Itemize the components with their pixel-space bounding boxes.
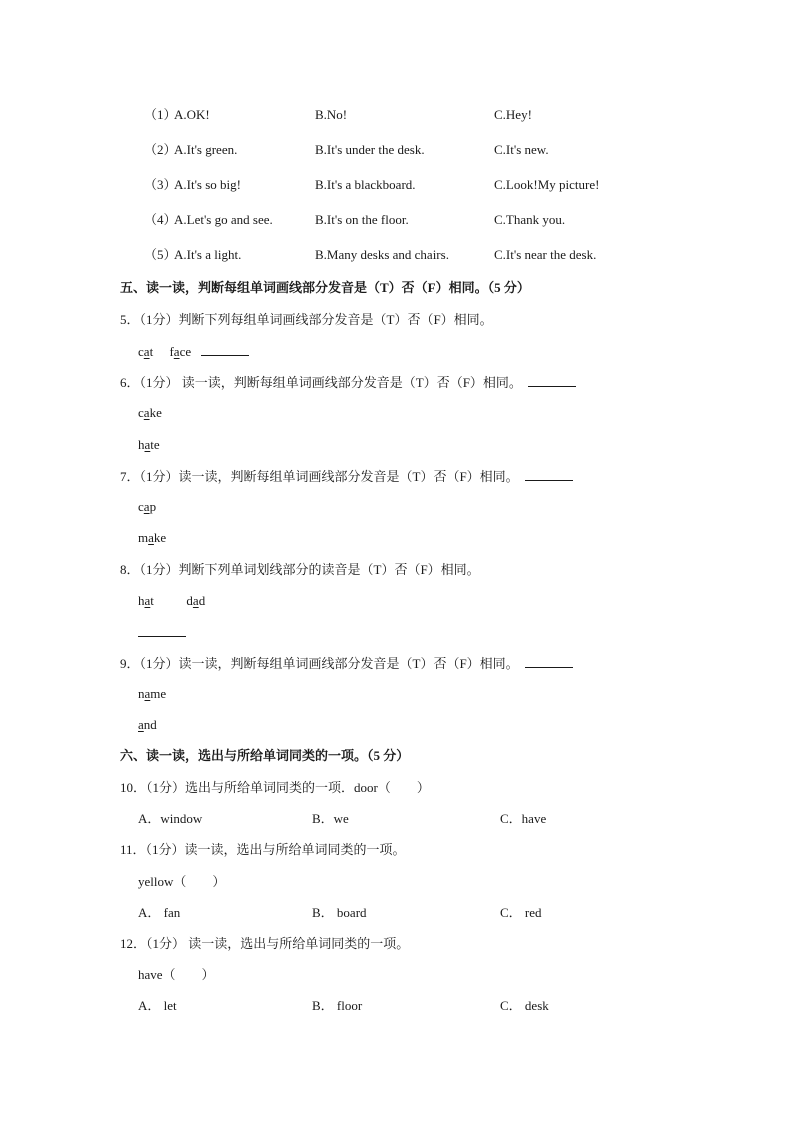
question-5-words <box>138 343 249 360</box>
option-row-3-b: B.It's a blackboard. <box>315 177 416 192</box>
q12-word: have（ ） <box>138 967 215 982</box>
option-row-4-b: B.It's on the floor. <box>315 212 409 227</box>
q10-option-c: C．have <box>500 811 547 826</box>
answer-blank-7[interactable] <box>525 468 573 481</box>
q6-word2: hate <box>138 437 160 452</box>
question-12-text: 12．（1分） 读一读，选出与所给单词同类的一项。 <box>120 936 410 951</box>
q11-word: yellow（ ） <box>138 874 226 889</box>
option-row-3-c: C.Look!My picture! <box>494 177 600 192</box>
question-7-line <box>120 468 573 485</box>
section6-header: 六、读一读，选出与所给单词同类的一项。（5 分） <box>120 748 410 763</box>
q7-word1: cap <box>138 499 157 514</box>
option-row-4-num: （4） <box>144 212 177 227</box>
question-11-text: 11．（1分）读一读，选出与所给单词同类的一项。 <box>120 842 406 857</box>
option-row-1-num: （1） <box>144 107 177 122</box>
question-10-text: 10．（1分）选出与所给单词同类的一项．door（ ） <box>120 780 430 795</box>
q10-option-b: B．we <box>312 811 349 826</box>
question-6-text: 6．（1分） 读一读，判断每组单词画线部分发音是（T）否（F）相同。 <box>120 375 522 390</box>
option-row-1-b: B.No! <box>315 107 348 122</box>
option-row-5-a: A.It's a light. <box>174 247 242 262</box>
option-row-1-c: C.Hey! <box>494 107 532 122</box>
section5-header: 五、读一读，判断每组单词画线部分发音是（T）否（F）相同。（5 分） <box>120 280 530 295</box>
q9-word1: name <box>138 686 167 701</box>
q10-option-a: A．window <box>138 811 203 826</box>
q8-words <box>138 593 205 609</box>
q5-word2: face <box>169 344 192 359</box>
q9-word2: and <box>138 717 157 732</box>
question-6-line <box>120 374 576 391</box>
q12-option-a: A． let <box>138 998 177 1013</box>
question-9-line <box>120 655 573 672</box>
q11-option-a: A． fan <box>138 905 181 920</box>
answer-blank-9[interactable] <box>525 655 573 668</box>
option-row-1-a: A.OK! <box>174 107 210 122</box>
option-row-5-c: C.It's near the desk. <box>494 247 597 262</box>
question-7-text: 7．（1分）读一读，判断每组单词画线部分发音是（T）否（F）相同。 <box>120 469 519 484</box>
q7-word2: make <box>138 530 167 545</box>
q8-word1: hat <box>138 593 154 608</box>
question-9-text: 9．（1分）读一读，判断每组单词画线部分发音是（T）否（F）相同。 <box>120 656 519 671</box>
q5-word1: cat <box>138 344 154 359</box>
answer-blank-5[interactable] <box>201 343 249 356</box>
question-5-text: 5．（1分）判断下列每组单词画线部分发音是（T）否（F）相同。 <box>120 312 493 327</box>
option-row-3-num: （3） <box>144 177 177 192</box>
answer-blank-6[interactable] <box>528 374 576 387</box>
option-row-4-a: A.Let's go and see. <box>174 212 273 227</box>
answer-blank-8-line <box>138 624 186 641</box>
option-row-2-a: A.It's green. <box>174 142 238 157</box>
option-row-2-num: （2） <box>144 142 177 157</box>
q12-option-c: C． desk <box>500 998 549 1013</box>
option-row-5-b: B.Many desks and chairs. <box>315 247 449 262</box>
option-row-5-num: （5） <box>144 247 177 262</box>
q8-word2: dad <box>186 593 206 608</box>
option-row-4-c: C.Thank you. <box>494 212 566 227</box>
answer-blank-8[interactable] <box>138 624 186 637</box>
q12-option-b: B． floor <box>312 998 363 1013</box>
option-row-2-b: B.It's under the desk. <box>315 142 425 157</box>
q6-word1: cake <box>138 405 162 420</box>
option-row-2-c: C.It's new. <box>494 142 549 157</box>
q11-option-b: B． board <box>312 905 367 920</box>
q11-option-c: C． red <box>500 905 542 920</box>
option-row-3-a: A.It's so big! <box>174 177 241 192</box>
question-8-text: 8．（1分）判断下列单词划线部分的读音是（T）否（F）相同。 <box>120 562 480 577</box>
